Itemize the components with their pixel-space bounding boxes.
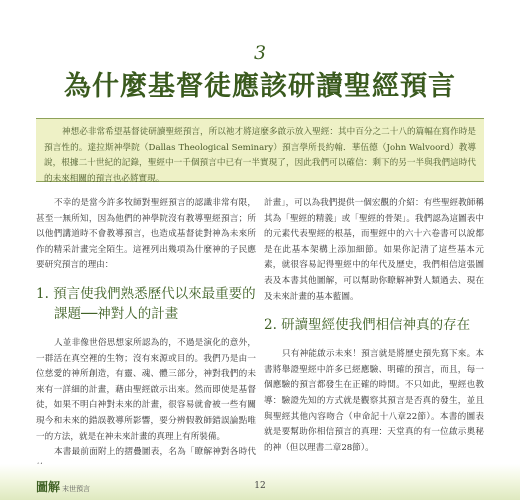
left-paragraph-2: 人並非像世俗思想家所認為的，不過是演化的意外，一群活在真空裡的生物；沒有來源或目的。我們乃是由一位慈愛的神所創造，有靈、魂、體三部分，神對我們的未來有一詳細的計畫，藉由聖經啟示出來。然而即使是基督徒，如果不明白神對未來的計畫，很容易就會被一些有關現今和未來的錯誤教導所影響，要分辨假教師錯誤論點唯一的方法，就是在神未來計畫的真理上有所裝備。	[36, 337, 256, 442]
left-paragraph-1: 不幸的是當今許多牧師對聖經預言的認識非常有限，甚至一無所知，因為他們的神學院沒有教導聖經預言；所以他們講道時不會教導預言，也造成基督徒對神為未來所作的精采計畫完全陌生。這裡列出幾項為什麼神的子民應要研究預言的理由：	[36, 198, 256, 271]
intro-box: 神想必非常希望基督徒研讀聖經預言，所以祂才將這麼多啟示放入聖經：其中百分之二十八的篇幅在寫作時是預言性的。達拉斯神學院（Dallas Theological Seminary）預言學所長約翰．華伍德（John Walvoord）教導說，根據二十世紀的記錄，聖經中一千個預言中已有一半實現了，因此我們可以確信：剩下的另一半與我們這時代的未來相關的預言也必將實現。	[36, 118, 484, 182]
left-paragraph-3: 本書最前面附上的摺疊圖表，名為「瞭解神對各時代	[54, 447, 256, 458]
right-column	[264, 196, 484, 456]
footer-brand-subtitle: 末世預言	[62, 485, 91, 493]
section-heading-1: 1. 預言使我們熟悉歷代以來最重要的課題──神對人的計畫	[36, 285, 256, 322]
chapter-number: 3	[253, 42, 267, 64]
right-paragraph-1: 計畫」，可以為我們提供一個宏觀的介紹：有些聖經教師稱其為「聖經的精義」或「聖經的骨架」。我們認為這圖表中的元素代表聖經的根基，而聖經中的六十六卷書可以說都是在此基本架構上添加細節。如果你記清了這些基本元素，就很容易記得聖經中的年代及歷史，我們相信這張圖表及本書其他圖解，可以幫助你瞭解神對人類過去、現在及未來計畫的基本藍圖。	[264, 198, 484, 302]
footer-brand-title: 圖解	[36, 480, 61, 494]
chapter-title: 為什麼基督徒應該研讀聖經預言	[64, 71, 456, 102]
left-column	[36, 196, 256, 476]
page-number: 12	[254, 481, 266, 491]
right-paragraph-2: 只有神能啟示未來！預言就是將歷史預先寫下來。本書將舉證聖經中許多已經應驗、明確的預言，而且，每一個應驗的預言都發生在正確的時間。不只如此，聖經也教導：驗證先知的方式就是觀察其預言是否真的發生，並且與聖經其他內容吻合（申命記十八章22節）。本書的圖表就是要幫助你相信預言的真理：天堂真的有一位啟示奧秘的神（但以理書二章28節）。	[264, 349, 484, 453]
section-heading-2: 2. 研讀聖經使我們相信神真的存在	[264, 317, 471, 334]
